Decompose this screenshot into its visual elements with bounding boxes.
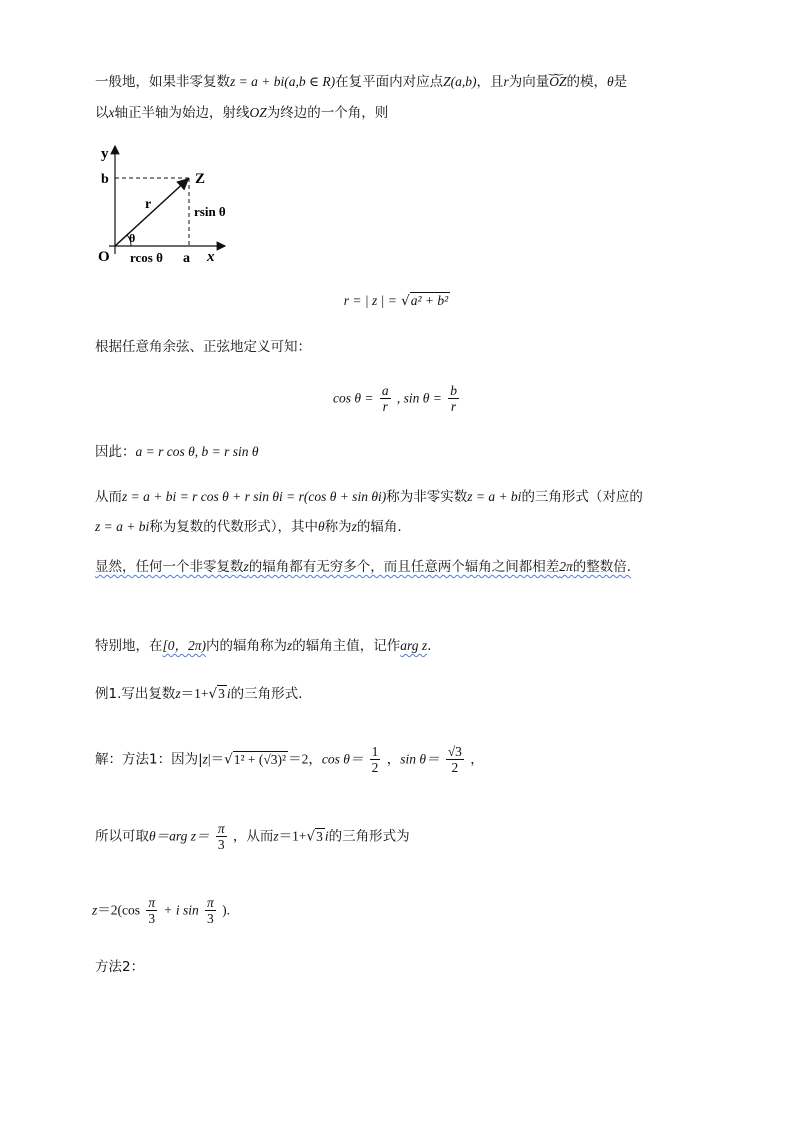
denominator: 3 — [205, 910, 216, 926]
text: 的三角形式（对应的 — [521, 489, 643, 505]
math-theta-arg: θ＝arg z＝ — [149, 828, 210, 844]
solution-line3 — [92, 895, 230, 926]
math-sin: , sin θ = — [396, 390, 442, 406]
math-cos: cos θ＝ — [321, 751, 364, 767]
math-z: z — [202, 751, 208, 767]
math-modulus-lhs: r = | z | = — [343, 293, 397, 308]
text: 称为 — [324, 519, 352, 535]
math-z: z — [287, 638, 293, 653]
math-arg-z: arg z — [400, 638, 428, 653]
text: 从而 — [95, 489, 122, 505]
math-theta: θ — [607, 74, 614, 89]
text: 特别地，在 — [95, 638, 163, 654]
label-z: Z — [195, 171, 206, 187]
paragraph-trig-definition: 根据任意角余弦、正弦地定义可知： — [95, 339, 311, 355]
denominator: 3 — [216, 836, 227, 852]
math-z: z = a + bi — [467, 489, 522, 504]
numerator: π — [207, 895, 214, 910]
label-rsin: rsin θ — [194, 204, 226, 219]
math-cos: cos θ = — [333, 390, 374, 406]
math-i: i — [324, 828, 329, 844]
numerator: π — [217, 821, 225, 836]
text: 在复平面内对应点 — [335, 74, 444, 90]
text: 是 — [613, 74, 628, 90]
numerator: π — [148, 895, 156, 910]
radical-sign: √ — [401, 293, 410, 309]
paragraph-trig-form-line2 — [95, 517, 402, 537]
complex-plane-diagram — [95, 142, 255, 272]
text: 的模， — [566, 74, 607, 90]
label-r: r — [145, 197, 152, 212]
text: . — [427, 638, 432, 654]
text: 以 — [95, 105, 109, 121]
label-a: a — [183, 251, 190, 266]
radical-sign: √ — [208, 686, 218, 702]
math-z: z — [351, 519, 357, 534]
math-sin: sin θ＝ — [400, 751, 440, 767]
math-r: r — [503, 74, 509, 89]
paragraph-definition-line1 — [95, 72, 627, 92]
text: 称为非零实数 — [386, 489, 468, 505]
denominator: 3 — [146, 910, 157, 926]
denominator: 2 — [446, 759, 464, 775]
text: 所以可取 — [95, 828, 149, 845]
math-eq: |＝ — [207, 751, 225, 767]
text: 轴正半轴为始边，射线 — [114, 105, 250, 121]
math-z: z — [243, 559, 249, 574]
math-z: z — [273, 828, 279, 844]
paragraph-principal-value — [95, 636, 431, 656]
math-radicand: a² + b² — [410, 293, 449, 308]
fraction-pi-over-3 — [146, 895, 157, 926]
fraction-a-over-r — [380, 383, 391, 414]
math-vector-oz: ‿‿ OZ — [549, 72, 566, 92]
label-x: x — [207, 249, 215, 265]
text: 为向量 — [508, 74, 550, 90]
solution-line2 — [95, 821, 410, 852]
math-cos: ＝2(cos — [97, 902, 141, 918]
label-o: O — [98, 249, 110, 265]
text: 的三角形式为 — [328, 828, 410, 845]
label-theta: θ — [129, 231, 136, 245]
text: ，从而 — [232, 828, 274, 845]
label-b: b — [101, 172, 109, 187]
radical-sign: √ — [306, 828, 316, 845]
text: 的辐角都有无穷多个，而且任意两个辐角之间都相差 — [248, 559, 560, 575]
paragraph-therefore — [95, 442, 259, 462]
text: 称为复数的代数形式），其中 — [149, 519, 318, 535]
denominator: r — [448, 398, 459, 414]
math-x: x — [108, 105, 115, 120]
math-z: z — [175, 686, 181, 701]
text: 显然，任何一个非零复数 — [95, 559, 244, 575]
radical-sign: √ — [224, 751, 233, 768]
math-2pi: 2π — [559, 559, 573, 574]
denominator: 2 — [371, 760, 379, 775]
formula-modulus — [0, 292, 794, 309]
text: 内的辐角称为 — [206, 638, 288, 654]
paragraph-trig-form-line1 — [95, 487, 643, 507]
math-interval: [0，2π) — [162, 638, 207, 653]
text: ， — [470, 751, 484, 768]
solution-line1 — [95, 744, 484, 775]
label-rcos: rcos θ — [130, 250, 163, 265]
fraction-pi-over-3 — [205, 895, 216, 926]
vector-oz — [115, 179, 188, 246]
math-eq-2: ＝2， — [288, 751, 322, 767]
math-close: ). — [222, 902, 230, 918]
math-z: z = a + bi — [95, 519, 150, 534]
text: 解：方法1：因为| — [95, 751, 203, 768]
text: 为终边的一个角，则 — [266, 105, 389, 121]
math-z: z — [92, 902, 98, 918]
fraction-sqrt3-over-2 — [446, 744, 464, 775]
formula-trig — [0, 383, 794, 414]
math-eq: ＝1+ — [180, 686, 209, 701]
label-y: y — [101, 146, 109, 162]
math-i: i — [226, 686, 231, 701]
numerator: 1 — [371, 744, 379, 759]
text: 的三角形式. — [230, 686, 303, 702]
paragraph-infinite-arguments — [95, 557, 631, 577]
paragraph-definition-line2 — [95, 103, 388, 123]
denominator: r — [380, 398, 391, 414]
fraction-b-over-r — [448, 383, 459, 414]
text: 的辐角主值，记作 — [292, 638, 401, 654]
math-theta: θ — [317, 519, 325, 534]
example-1 — [95, 684, 302, 704]
numerator: √3 — [447, 744, 462, 759]
text: 的整数倍. — [572, 559, 632, 575]
math-isin: + i sin — [163, 902, 199, 918]
math-radicand: 1² + (√3)² — [233, 751, 287, 767]
math-complex-number: z = a + bi(a,b ∈ R) — [230, 74, 336, 89]
text: ， — [386, 751, 401, 768]
math-a-b-values: a = r cos θ, b = r sin θ — [135, 444, 259, 459]
text: 一般地，如果非零复数 — [95, 74, 230, 90]
fraction-pi-over-3 — [216, 821, 227, 852]
math-point-z: Z(a,b) — [443, 74, 477, 89]
text: ，且 — [476, 74, 504, 90]
text: 的辐角. — [356, 519, 402, 535]
math-radicand: 3 — [316, 828, 323, 844]
math-oz: OZ — [249, 105, 267, 120]
numerator: a — [381, 383, 389, 398]
fraction-1-over-2 — [370, 744, 381, 775]
math-trig-form: z = a + bi = r cos θ + r sin θi = r(cos θ + sin θi) — [122, 489, 387, 504]
numerator: b — [450, 383, 457, 398]
method-2-heading: 方法2： — [95, 959, 145, 975]
math-eq: ＝1+ — [278, 828, 307, 844]
math-radicand: 3 — [218, 686, 225, 701]
text: 因此： — [95, 444, 136, 460]
text: 例1.写出复数 — [95, 686, 176, 702]
